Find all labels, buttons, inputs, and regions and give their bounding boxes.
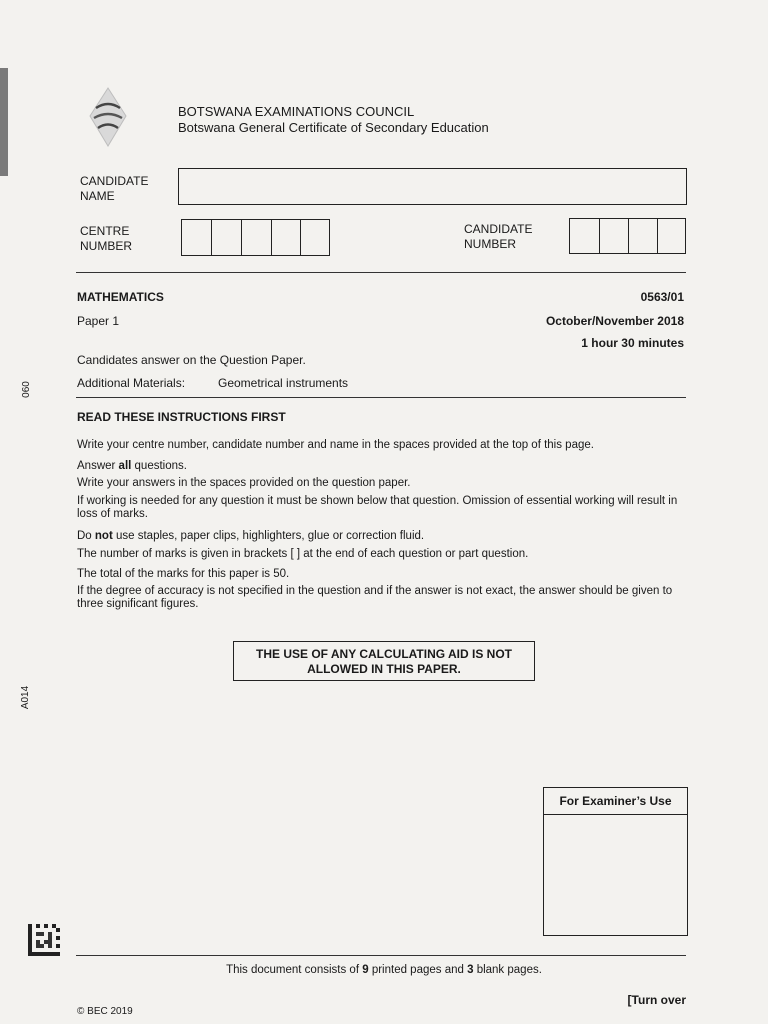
instructions-heading: READ THESE INSTRUCTIONS FIRST: [77, 410, 286, 424]
instruction-4: If working is needed for any question it must be shown below that question. Omission of essential working will result in loss of marks.: [77, 495, 678, 520]
centre-number-label-1: CENTRE: [80, 224, 130, 238]
subject: MATHEMATICS: [77, 290, 164, 304]
candidate-name-field[interactable]: [178, 168, 687, 205]
instruction-3: Write your answers in the spaces provided on the question paper.: [77, 477, 411, 489]
footer-divider: [76, 955, 686, 956]
certificate-name: Botswana General Certificate of Secondary Education: [178, 120, 489, 135]
materials-value: Geometrical instruments: [218, 376, 349, 390]
exam-session: October/November 2018: [545, 314, 684, 328]
examiners-use-title: For Examiner’s Use: [544, 788, 687, 815]
materials-label: Additional Materials:: [77, 376, 186, 390]
margin-code-top: 060: [20, 381, 32, 398]
calculator-notice-line-1: THE USE OF ANY CALCULATING AID IS NOT: [255, 647, 512, 661]
divider: [76, 272, 686, 273]
candidate-name-label-2: NAME: [80, 189, 115, 203]
instruction-1: Write your centre number, candidate number and name in the spaces provided at the top of this page.: [77, 439, 594, 451]
examiners-use-box: [543, 787, 688, 936]
instruction-5: Do not use staples, paper clips, highlighters, glue or correction fluid.: [77, 530, 425, 542]
answer-note: Candidates answer on the Question Paper.: [77, 353, 306, 367]
instruction-2: Answer all questions.: [77, 460, 187, 472]
instruction-7: The total of the marks for this paper is 50.: [77, 568, 290, 580]
candidate-number-field[interactable]: [569, 218, 686, 254]
paper-code: 0563/01: [640, 290, 684, 304]
calculator-notice: [233, 641, 535, 681]
candidate-number-label-1: CANDIDATE: [464, 222, 533, 236]
paper-number: Paper 1: [77, 314, 120, 328]
divider: [76, 397, 686, 398]
turn-over: [Turn over: [627, 993, 686, 1007]
instruction-6: The number of marks is given in brackets [ ] at the end of each question or part question.: [77, 548, 529, 560]
bec-logo: [86, 86, 130, 148]
candidate-name-label-1: CANDIDATE: [80, 174, 149, 188]
candidate-number-label-2: NUMBER: [464, 237, 517, 251]
instruction-8: If the degree of accuracy is not specified in the question and if the answer is not exact, the answer should be given to three significant figures.: [77, 585, 673, 610]
calculator-notice-line-2: ALLOWED IN THIS PAPER.: [307, 662, 461, 676]
council-name: BOTSWANA EXAMINATIONS COUNCIL: [178, 104, 415, 119]
copyright: © BEC 2019: [77, 1006, 133, 1017]
page-count-note: This document consists of 9 printed pages and 3 blank pages.: [226, 964, 542, 976]
datamatrix-barcode: [28, 924, 60, 956]
scan-edge: [0, 68, 8, 176]
margin-code-bottom: A014: [20, 685, 32, 710]
centre-number-field[interactable]: [181, 219, 330, 256]
exam-duration: 1 hour 30 minutes: [581, 336, 684, 350]
centre-number-label-2: NUMBER: [80, 239, 133, 253]
